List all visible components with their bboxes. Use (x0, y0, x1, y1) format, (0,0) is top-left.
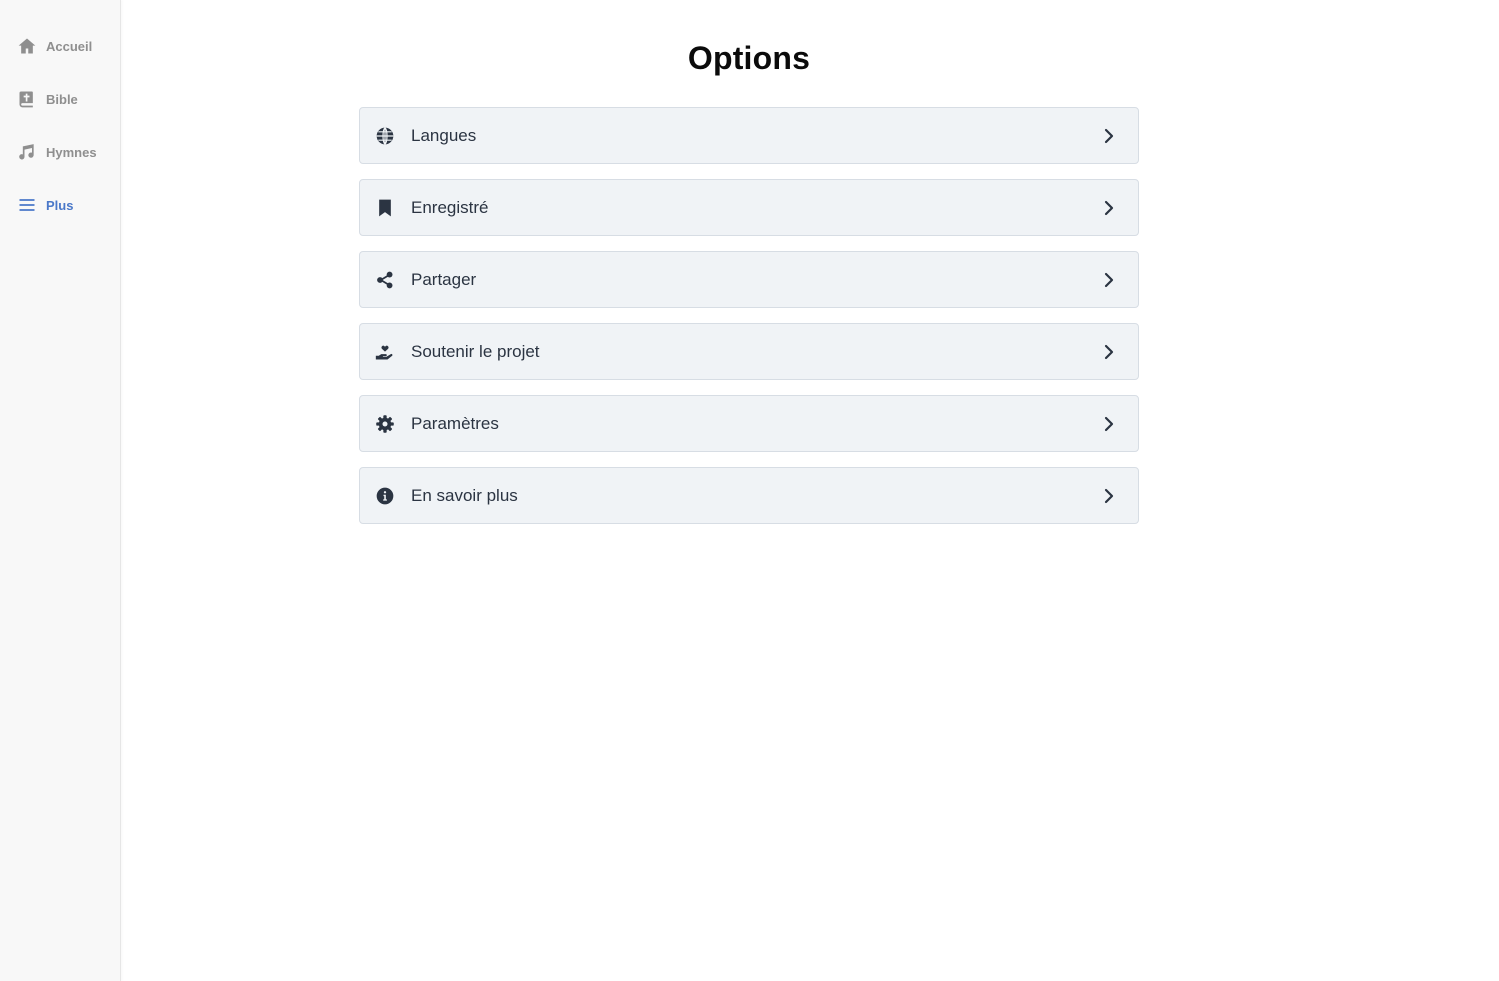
gear-icon (374, 413, 396, 435)
sidebar-item-label: Hymnes (46, 144, 97, 160)
sidebar-item-plus[interactable] (16, 193, 73, 217)
page-title: Options (687, 40, 811, 76)
option-parametres[interactable] (359, 395, 1139, 452)
options-list (359, 107, 1139, 539)
chevron-right-icon (1100, 271, 1118, 289)
option-partager[interactable] (359, 251, 1139, 308)
bible-icon (16, 88, 38, 110)
bookmark-icon (374, 197, 396, 219)
share-icon (374, 269, 396, 291)
sidebar-item-label: Accueil (46, 38, 93, 54)
chevron-right-icon (1100, 487, 1118, 505)
sidebar (0, 0, 121, 981)
option-en-savoir-plus[interactable] (359, 467, 1139, 524)
option-langues[interactable] (359, 107, 1139, 164)
sidebar-item-label: Plus (46, 197, 74, 213)
chevron-right-icon (1100, 199, 1118, 217)
sidebar-item-label: Bible (46, 91, 78, 107)
sidebar-item-bible[interactable] (16, 87, 78, 111)
chevron-right-icon (1100, 127, 1118, 145)
option-soutenir[interactable] (359, 323, 1139, 380)
option-enregistre[interactable] (359, 179, 1139, 236)
option-label: Partager (411, 269, 477, 289)
info-circle-icon (374, 485, 396, 507)
option-label: En savoir plus (411, 485, 518, 505)
home-icon (16, 35, 38, 57)
menu-bars-icon (16, 194, 38, 216)
music-note-icon (16, 141, 38, 163)
option-label: Paramètres (411, 413, 499, 433)
globe-icon (374, 125, 396, 147)
sidebar-item-accueil[interactable] (16, 34, 92, 58)
option-label: Enregistré (411, 197, 489, 217)
chevron-right-icon (1100, 343, 1118, 361)
sidebar-item-hymnes[interactable] (16, 140, 97, 164)
option-label: Soutenir le projet (411, 341, 540, 361)
chevron-right-icon (1100, 415, 1118, 433)
option-label: Langues (411, 125, 477, 145)
hand-heart-icon (374, 341, 396, 363)
